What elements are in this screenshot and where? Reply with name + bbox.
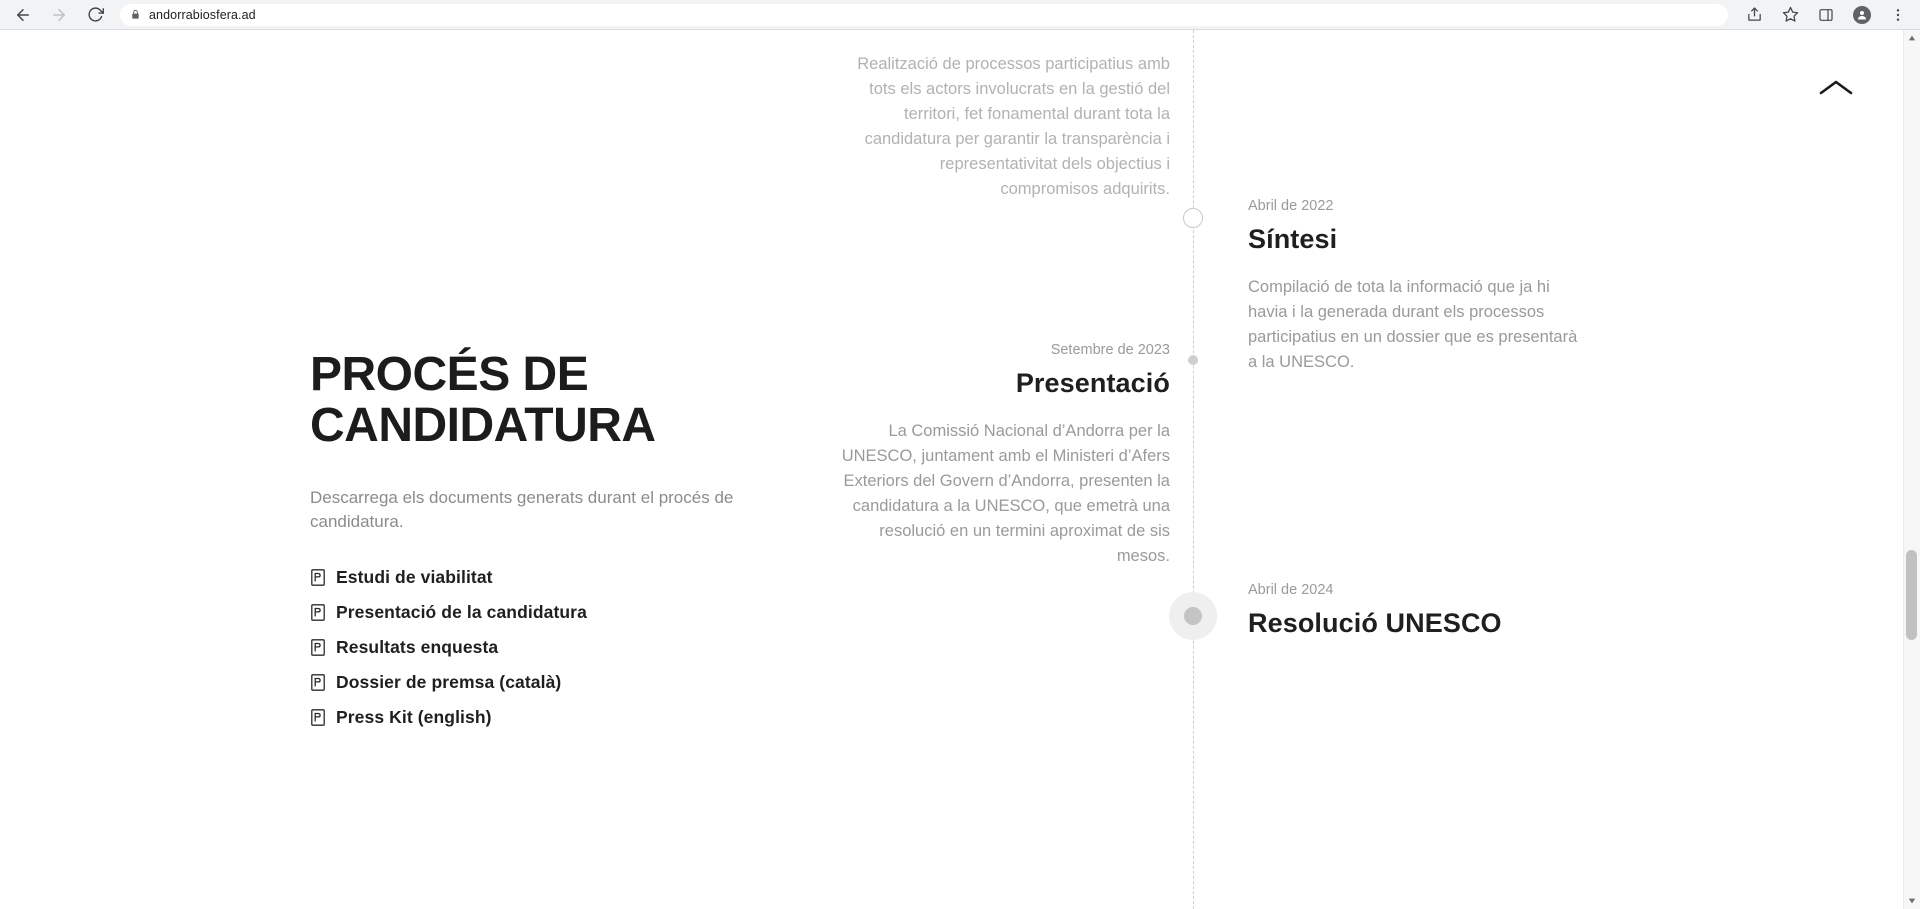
three-dot-menu-icon bbox=[1890, 7, 1906, 23]
pdf-file-icon bbox=[310, 569, 325, 587]
timeline-entry-date: Abril de 2022 bbox=[1248, 198, 1334, 214]
page-content bbox=[0, 30, 1900, 909]
browser-toolbar bbox=[0, 0, 1920, 30]
browser-menu-button[interactable] bbox=[1888, 5, 1908, 25]
side-panel-button[interactable] bbox=[1816, 5, 1836, 25]
candidature-process-section bbox=[310, 350, 780, 742]
timeline-entry-date: Setembre de 2023 bbox=[1050, 342, 1170, 358]
profile-avatar-icon bbox=[1853, 6, 1871, 24]
timeline-node bbox=[1183, 208, 1203, 228]
section-subtitle: Descarrega els documents generats durant el procés de candidatura. bbox=[310, 487, 734, 532]
timeline-entry-title: Resolució UNESCO bbox=[1248, 608, 1502, 638]
scroll-up-arrow-icon[interactable] bbox=[1904, 30, 1920, 46]
profile-button[interactable] bbox=[1852, 5, 1872, 25]
address-bar-text: andorrabiosfera.ad bbox=[149, 7, 256, 22]
timeline-node-active bbox=[1169, 592, 1217, 640]
navigation-buttons bbox=[12, 4, 106, 26]
timeline-entry-sintesi bbox=[1248, 198, 1588, 375]
back-button[interactable] bbox=[12, 4, 34, 26]
timeline-entry-title: Síntesi bbox=[1248, 224, 1338, 254]
list-item[interactable] bbox=[310, 637, 780, 658]
page-viewport bbox=[0, 30, 1920, 909]
lock-icon bbox=[130, 9, 141, 20]
star-icon bbox=[1782, 6, 1799, 23]
pdf-file-icon bbox=[310, 709, 325, 727]
candidature-timeline bbox=[841, 30, 1900, 909]
page-title: PROCÉS DE CANDIDATURA bbox=[310, 348, 656, 452]
toolbar-actions bbox=[1744, 5, 1908, 25]
arrow-forward-icon bbox=[50, 6, 68, 24]
list-item[interactable] bbox=[310, 567, 780, 588]
scrollbar-thumb[interactable] bbox=[1906, 550, 1917, 640]
list-item-label: Dossier de premsa (català) bbox=[336, 672, 562, 693]
timeline-entry-presentacio bbox=[840, 342, 1170, 569]
timeline-entry-body: La Comissió Nacional d’Andorra per la UNESCO, juntament amb el Ministeri d’Afers Exteriors del Govern d’Andorra, presenten la candidatura a la UNESCO, que emetrà una resolució en un termini aproximat de sis mesos. bbox=[841, 422, 1170, 566]
vertical-scrollbar[interactable] bbox=[1903, 30, 1920, 909]
timeline-entry-partial bbox=[840, 52, 1170, 202]
timeline-entry-title: Presentació bbox=[1015, 368, 1170, 398]
side-panel-icon bbox=[1818, 7, 1834, 23]
document-download-list bbox=[310, 567, 780, 728]
timeline-entry-body: Compilació de tota la informació que ja hi havia i la generada durant els processos participatius en un dossier que es presentarà a la UNESCO. bbox=[1248, 278, 1578, 372]
scroll-down-arrow-icon[interactable] bbox=[1904, 893, 1920, 909]
bookmark-button[interactable] bbox=[1780, 5, 1800, 25]
timeline-entry-resolucio bbox=[1248, 582, 1588, 659]
share-icon bbox=[1746, 6, 1763, 23]
list-item[interactable] bbox=[310, 707, 780, 728]
share-button[interactable] bbox=[1744, 5, 1764, 25]
timeline-line bbox=[1193, 30, 1194, 909]
pdf-file-icon bbox=[310, 604, 325, 622]
list-item[interactable] bbox=[310, 672, 780, 693]
pdf-file-icon bbox=[310, 674, 325, 692]
arrow-back-icon bbox=[14, 6, 32, 24]
pdf-file-icon bbox=[310, 639, 325, 657]
list-item-label: Press Kit (english) bbox=[336, 707, 492, 728]
timeline-node bbox=[1188, 355, 1198, 365]
reload-button[interactable] bbox=[84, 4, 106, 26]
reload-icon bbox=[87, 6, 104, 23]
list-item-label: Presentació de la candidatura bbox=[336, 602, 587, 623]
address-bar[interactable] bbox=[120, 4, 1728, 26]
timeline-entry-date: Abril de 2024 bbox=[1248, 582, 1334, 598]
timeline-entry-body: Realització de processos participatius amb tots els actors involucrats en la gestió del territori, fet fonamental durant tota la candidatura per garantir la transparència i representativitat dels objectius i compromisos adquirits. bbox=[857, 55, 1170, 199]
list-item-label: Estudi de viabilitat bbox=[336, 567, 493, 588]
list-item-label: Resultats enquesta bbox=[336, 637, 499, 658]
forward-button[interactable] bbox=[48, 4, 70, 26]
list-item[interactable] bbox=[310, 602, 780, 623]
